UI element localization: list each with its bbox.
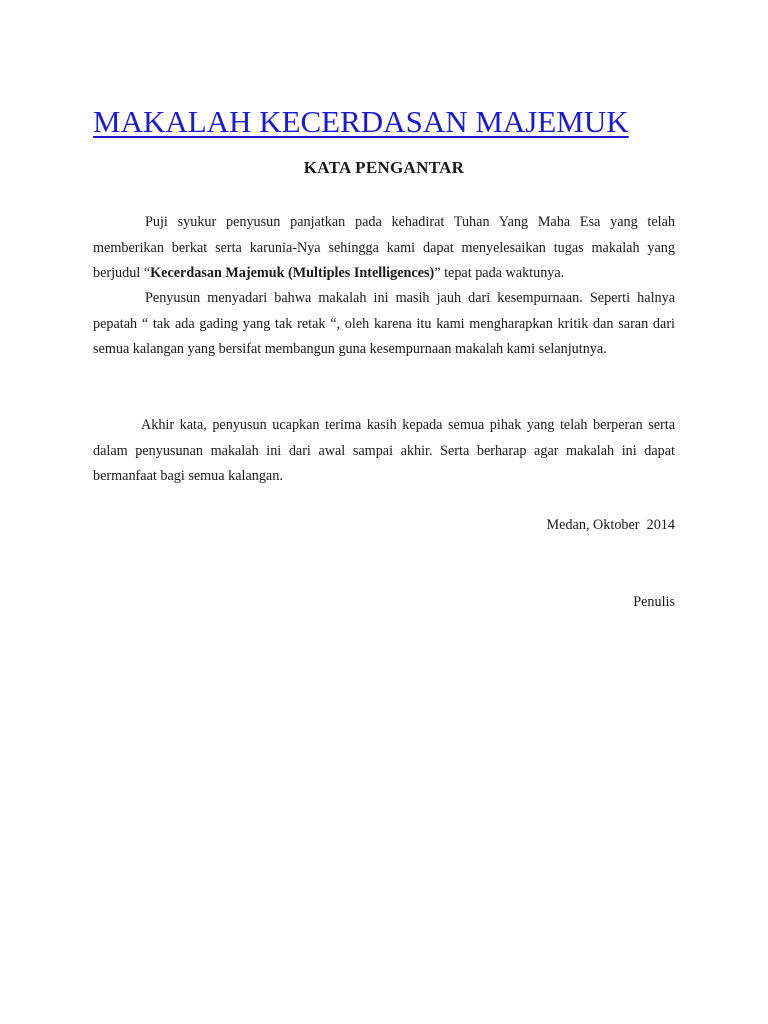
paragraph-opening (93, 210, 675, 287)
paragraph-opening-tail: ” tepat pada waktunya. (434, 265, 565, 281)
paragraph-opening-text: Puji syukur penyusun panjatkan pada kehadirat Tuhan Yang Maha Esa yang telah memberikan berkat serta karunia-Nya sehingga kami dapat menyelesaikan tugas makalah yang berjudul “ (93, 214, 675, 281)
paragraph-closing: Akhir kata, penyusun ucapkan terima kasih kepada semua pihak yang telah berperan serta dalam penyusunan makalah ini dari awal sampai akhir. Serta berharap agar makalah ini dapat bermanfaat bagi semua kalangan. (93, 417, 675, 484)
paper-topic-bold: Kecerdasan Majemuk (Multiples Intelligences) (150, 265, 435, 281)
document-title-link[interactable]: MAKALAH KECERDASAN MAJEMUK (93, 104, 629, 139)
paragraph-acknowledgement: Penyusun menyadari bahwa makalah ini masih jauh dari kesempurnaan. Seperti halnya pepatah “ tak ada gading yang tak retak “, oleh karena itu kami mengharapkan kritik dan saran dari semua kalangan yang bersifat membangun guna kesempurnaan makalah kami selanjutnya. (93, 290, 675, 357)
signature-author: Penulis (633, 594, 675, 610)
place-date-line: Medan, Oktober 2014 (546, 517, 675, 533)
section-title: KATA PENGANTAR (303, 158, 465, 177)
